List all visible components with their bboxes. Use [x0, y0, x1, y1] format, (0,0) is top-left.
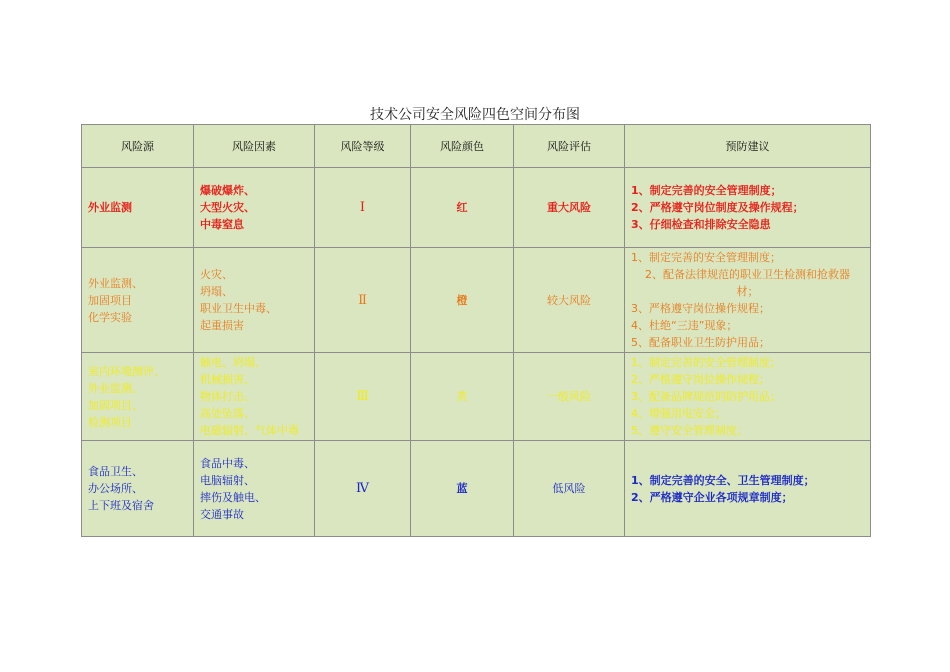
risk-source-line: 化学实验	[88, 310, 132, 324]
risk-factor-line: 电磁辐射、气体中毒	[200, 424, 299, 437]
table-row-orange	[82, 248, 871, 353]
suggestion-line: 3、配备品牌规范的防护用品；	[631, 390, 781, 403]
risk-source-line: 外业监测、	[88, 276, 143, 290]
suggestion-line: 2、配备法律规范的职业卫生检测和抢救器	[645, 268, 850, 281]
suggestion-line: 1、制定完善的安全、卫生管理制度；	[631, 473, 815, 487]
risk-source-line: 外业监测	[88, 201, 132, 214]
header-risk-color: 风险颜色	[411, 125, 514, 168]
cell-risk-color: 红	[411, 168, 514, 248]
risk-factor-line: 交通事故	[200, 507, 244, 521]
cell-prevention-suggestions	[625, 168, 871, 248]
risk-factor-line: 中毒窒息	[200, 218, 244, 231]
suggestion-line: 1、制定完善的安全管理制度；	[631, 184, 782, 197]
cell-risk-source	[82, 353, 194, 441]
risk-factor-line: 电脑辐射、	[200, 473, 255, 487]
risk-source-line: 检测项目	[88, 415, 132, 429]
table-row-blue	[82, 441, 871, 537]
risk-source-line: 外业监测、	[88, 381, 143, 395]
table-row-yellow	[82, 353, 871, 441]
cell-prevention-suggestions	[625, 441, 871, 537]
cell-risk-level: Ⅳ	[315, 441, 411, 537]
suggestion-line: 5、遵守安全管理制度；	[631, 424, 748, 437]
risk-factor-line: 触电、坍塌、	[200, 356, 266, 369]
risk-factor-line: 坍塌、	[200, 285, 233, 298]
cell-risk-factors	[194, 441, 315, 537]
risk-factor-line: 摔伤及触电、	[200, 490, 266, 504]
header-risk-level: 风险等级	[315, 125, 411, 168]
suggestion-line: 4、杜绝“三违”现象；	[631, 319, 738, 332]
risk-source-line: 上下班及宿舍	[88, 499, 154, 512]
suggestion-line: 2、严格遵守企业各项规章制度；	[631, 490, 793, 504]
suggestion-line: 3、严格遵守岗位操作规程；	[631, 302, 770, 315]
header-prevention-suggestions: 预防建议	[625, 125, 871, 168]
cell-risk-assessment: 较大风险	[514, 248, 625, 353]
cell-risk-color: 橙	[411, 248, 514, 353]
cell-risk-assessment: 重大风险	[514, 168, 625, 248]
risk-source-line: 加固项目、	[88, 398, 143, 412]
suggestion-line: 5、配备职业卫生防护用品；	[631, 336, 770, 349]
risk-factor-line: 机械损害、	[200, 373, 255, 386]
risk-source-line: 加固项目	[88, 293, 132, 307]
header-risk-factors: 风险因素	[194, 125, 315, 168]
document-title: 技术公司安全风险四色空间分布图	[370, 107, 580, 123]
cell-risk-level: Ⅲ	[315, 353, 411, 441]
cell-risk-level: Ⅱ	[315, 248, 411, 353]
risk-factor-line: 火灾、	[200, 268, 233, 281]
suggestion-line: 2、严格遵守岗位制度及操作规程；	[631, 201, 804, 214]
risk-factor-line: 爆破爆炸、	[200, 184, 255, 197]
cell-risk-source	[82, 441, 194, 537]
cell-risk-factors	[194, 353, 315, 441]
risk-factor-line: 物体打击、	[200, 390, 255, 403]
risk-factor-line: 食品中毒、	[200, 456, 255, 470]
suggestion-line: 4、增强用电安全；	[631, 407, 726, 420]
risk-factor-line: 大型火灾、	[200, 201, 255, 214]
cell-risk-factors	[194, 248, 315, 353]
cell-risk-assessment: 低风险	[514, 441, 625, 537]
cell-prevention-suggestions	[625, 248, 871, 353]
risk-factor-line: 职业卫生中毒、	[200, 302, 277, 315]
header-risk-source: 风险源	[82, 125, 194, 168]
risk-factor-line: 起重损害	[200, 319, 244, 332]
cell-risk-source	[82, 248, 194, 353]
cell-risk-color: 黄	[411, 353, 514, 441]
cell-risk-color: 蓝	[411, 441, 514, 537]
suggestion-line: 2、严格遵守岗位操作规程；	[631, 373, 770, 386]
cell-risk-factors	[194, 168, 315, 248]
risk-source-line: 食品卫生、	[88, 465, 143, 478]
header-risk-assessment: 风险评估	[514, 125, 625, 168]
suggestion-line: 1、制定完善的安全管理制度；	[631, 251, 781, 264]
risk-factor-line: 高处坠落、	[200, 407, 255, 420]
table-row-red	[82, 168, 871, 248]
table-header-row	[82, 125, 871, 168]
risk-table	[81, 124, 871, 537]
risk-source-line: 办公场所、	[88, 482, 143, 495]
cell-risk-source	[82, 168, 194, 248]
cell-risk-assessment: 一般风险	[514, 353, 625, 441]
suggestion-line: 1、制定完善的安全管理制度；	[631, 356, 781, 369]
suggestion-line: 3、仔细检查和排除安全隐患	[631, 218, 771, 231]
cell-prevention-suggestions	[625, 353, 871, 441]
suggestion-line: 材；	[736, 285, 759, 298]
risk-source-line: 室内环境测评、	[88, 364, 165, 378]
cell-risk-level: Ⅰ	[315, 168, 411, 248]
